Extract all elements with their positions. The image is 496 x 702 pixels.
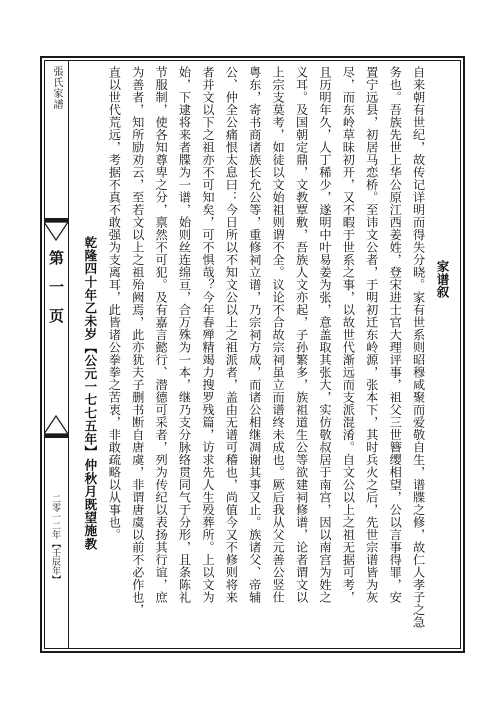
text-column: 者并文以下之祖亦不可知矣，可不惧哉？今年春殚精竭力搜罗残篇，访求先人生殁葬所。上以文为	[200, 66, 215, 604]
text-column: 务也。吾族先世上华公原江西姜姓，登宋进士官大理评事，祖父三世簪缨相望，公以言事得罪，安	[388, 66, 403, 604]
text-column: 为善者，知所励劝云，至若文以上之祖殆阙焉，此亦犹夫子删书断自唐虞，非谓唐虞以前不必作也，	[130, 66, 145, 616]
text-column: 尽，而东岭草昧初开，又不暇于世系之事，以故世代渐远而支派混淆。自文公以上之祖无据可考，	[341, 66, 356, 604]
text-column: 置宁远县，初居马恋桥。至讳文公者，于明初迁东岭源，张本下，其时兵火之后，先世宗谱皆为灰	[364, 66, 379, 604]
text-column: 直以世代荒远，考据不真不敢强为支离耳，此皆诸公拳拳之苦衷，非敢疏略以从事也。	[107, 66, 122, 541]
spine-fishtail-bottom-bar	[44, 434, 68, 438]
preface-text-area	[78, 66, 454, 642]
text-column: 始，下逮将来者牒为一谱，始则丝连绵亘，合万殊为一本，继乃支分脉络贯同气于分形，且条陈礼	[177, 66, 192, 604]
spine-divider	[68, 60, 69, 649]
text-column: 粤东，寄书商诸族长允公等，重修祠立谱，乃宗祠方成，而诸公相继凋谢其事又止。族诸父、帝辅	[247, 66, 262, 604]
page-number: 第一页	[47, 250, 65, 337]
text-column: 且历明年久，人丁稀少，遂明中叶易姜为张，意盖取其张大，实仿敬叔居于南宫，因以南宫为姓之	[317, 66, 332, 604]
fishtail-top-icon	[44, 222, 68, 242]
text-column: 自来朝有世纪，故传记详明而得失分晓。家有世系则昭穆咸聚而爱敬自生，谱牒之修，故仁人孝子之急	[411, 66, 426, 629]
colophon-date: 乾隆四十年乙未岁【公元一七七五年】仲秋月既望施教	[82, 236, 98, 551]
text-column: 节服制，使各知尊卑之分，禀然不可犯。及有嘉言懿行、潜德可采者，列为传纪以表扬其行谊，庶	[154, 66, 169, 604]
text-column: 公、仲全公痛恨太息曰：今日所以不知文公以上之祖派者，盖由无谱可稽也，尚值今又不修则将来	[224, 66, 239, 604]
preface-title-column	[430, 66, 454, 642]
text-column: 上宗支莫考，如徒以文始祖则谓不全。议论不合故宗祠虽立而谱终未成也。厥后我从父元善公竖仕	[271, 66, 286, 604]
preface-title: 家谱叙	[435, 260, 450, 299]
colophon-column	[78, 66, 102, 642]
print-date: 二零一二年【壬辰年】	[50, 494, 60, 584]
text-column: 义耳。及国朝定鼎，文教覃敷，吾族人文亦起，子孙繁多，族祖道生公等欲建祠修谱，论者谓文以	[294, 66, 309, 604]
fishtail-bottom-icon	[44, 414, 68, 434]
book-title: 張氏家譜	[51, 66, 62, 110]
